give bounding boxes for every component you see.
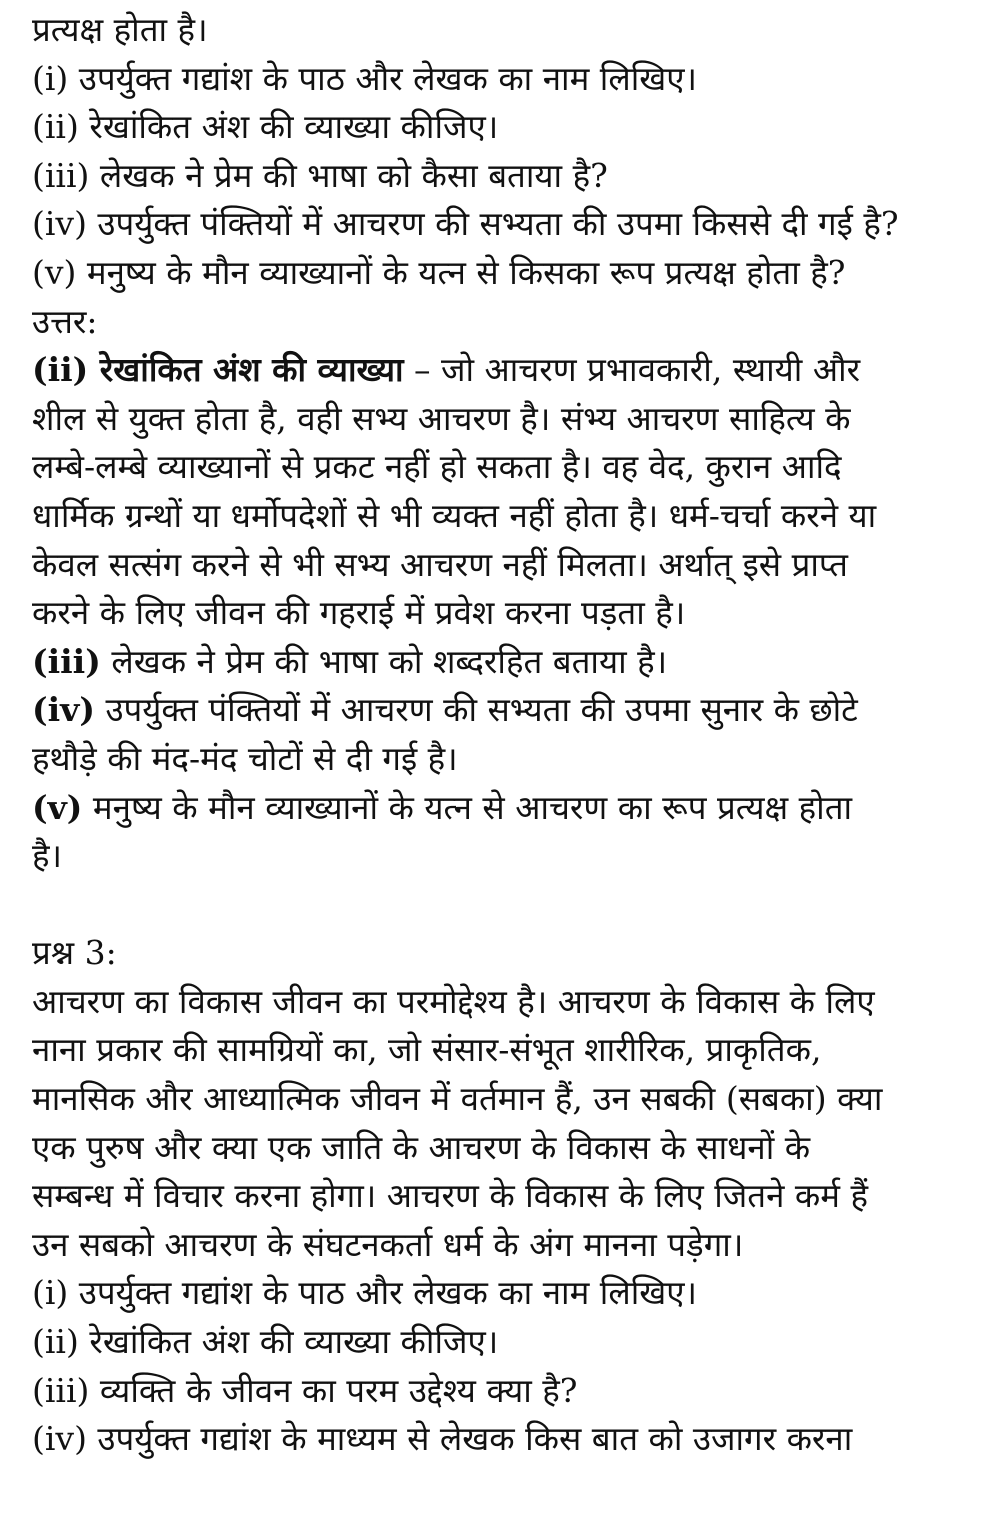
passage-line-6: उन सबको आचरण के संघटनकर्ता धर्म के अंग मानना पड़ेगा।	[32, 1224, 744, 1264]
passage-line-4: एक पुरुष और क्या एक जाति के आचरण के विकास के साधनों के	[32, 1127, 811, 1167]
passage-line-2: नाना प्रकार की सामग्रियों का, जो संसार-संभूत शारीरिक, प्राकृतिक,	[32, 1030, 822, 1070]
answer-ii-text: – जो आचरण प्रभावकारी, स्थायी और	[403, 350, 861, 390]
passage-line-3: मानसिक और आध्यात्मिक जीवन में वर्तमान हैं, उन सबकी (सबका) क्या	[32, 1079, 883, 1119]
answer-ii-line-6: करने के लिए जीवन की गहराई में प्रवेश करना पड़ता है।	[32, 593, 686, 633]
q3-question-iv: (iv) उपर्युक्त गद्यांश के माध्यम से लेखक किस बात को उजागर करना	[32, 1419, 853, 1459]
q3-question-i: (i) उपर्युक्त गद्यांश के पाठ और लेखक का नाम लिखिए।	[32, 1273, 698, 1313]
answer-v-label: (v)	[32, 787, 83, 827]
answer-heading: उत्तर:	[32, 301, 98, 341]
q3-question-iii: (iii) व्यक्ति के जीवन का परम उद्देश्य क्या है?	[32, 1370, 578, 1410]
answer-iv-line-2: हथौड़े की मंद-मंद चोटों से दी गई है।	[32, 738, 458, 778]
prev-passage-tail: प्रत्यक्ष होता है।	[32, 10, 208, 49]
answer-v-text: मनुष्य के मौन व्याख्यानों के यत्न से आचरण का रूप प्रत्यक्ष होता	[82, 787, 853, 827]
answer-iii	[32, 638, 964, 687]
answer-iv-label: (iv)	[32, 690, 95, 730]
answer-ii-line-5: केवल सत्संग करने से भी सभ्य आचरण नहीं मिलता। अर्थात् इसे प्राप्त	[32, 544, 848, 584]
section-spacer	[32, 881, 964, 930]
answer-iv-text: उपर्युक्त पंक्तियों में आचरण की सभ्यता की उपमा सुनार के छोटे	[94, 690, 858, 730]
answer-iii-label: (iii)	[32, 641, 101, 681]
passage-line-5: सम्बन्ध में विचार करना होगा। आचरण के विकास के लिए जितने कर्म हैं	[32, 1176, 868, 1216]
prev-question-iii: (iii) लेखक ने प्रेम की भाषा को कैसा बताया है?	[32, 155, 608, 195]
answer-ii-line-3: लम्बे-लम्बे व्याख्यानों से प्रकट नहीं हो सकता है। वह वेद, कुरान आदि	[32, 447, 842, 487]
prev-question-v: (v) मनुष्य के मौन व्याख्यानों के यत्न से किसका रूप प्रत्यक्ष होता है?	[32, 252, 846, 292]
answer-ii-line-2: शील से युक्त होता है, वही सभ्य आचरण है। संभ्य आचरण साहित्य के	[32, 398, 851, 438]
answer-ii-line-1	[32, 346, 964, 395]
q3-question-ii: (ii) रेखांकित अंश की व्याख्या कीजिए।	[32, 1322, 499, 1362]
answer-iii-text: लेखक ने प्रेम की भाषा को शब्दरहित बताया है।	[100, 641, 668, 681]
answer-v-line-2: है।	[32, 836, 63, 876]
question-3-heading: प्रश्न 3:	[32, 933, 117, 973]
answer-ii-label: (ii) रेखांकित अंश की व्याख्या	[32, 350, 404, 390]
answer-v-line-1	[32, 784, 964, 833]
answer-ii-line-4: धार्मिक ग्रन्थों या धर्मोपदेशों से भी व्यक्त नहीं होता है। धर्म-चर्चा करने या	[32, 495, 877, 535]
prev-question-ii: (ii) रेखांकित अंश की व्याख्या कीजिए।	[32, 107, 499, 147]
prev-question-iv: (iv) उपर्युक्त पंक्तियों में आचरण की सभ्यता की उपमा किससे दी गई है?	[32, 204, 899, 244]
prev-question-i: (i) उपर्युक्त गद्यांश के पाठ और लेखक का नाम लिखिए।	[32, 58, 698, 98]
passage-line-1: आचरण का विकास जीवन का परमोद्देश्य है। आचरण के विकास के लिए	[32, 981, 875, 1021]
answer-iv-line-1	[32, 686, 964, 735]
